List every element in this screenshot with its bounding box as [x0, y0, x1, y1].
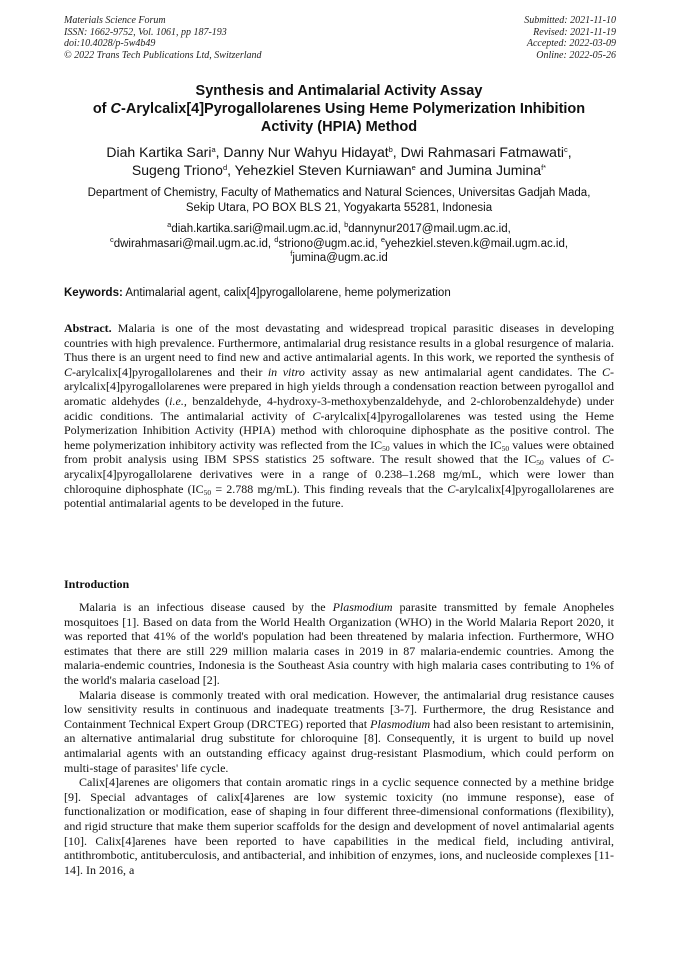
abstract-text: = 2.788 mg/mL). This finding reveals that the — [211, 481, 448, 496]
keywords — [64, 286, 616, 301]
journal-copyright: © 2022 Trans Tech Publications Ltd, Switzerland — [64, 49, 262, 61]
abstract-italic: i.e., — [169, 393, 187, 408]
abstract-text: values of — [543, 452, 602, 467]
email-mark: a — [167, 220, 172, 229]
affiliation — [40, 186, 638, 216]
author-mark: c — [563, 145, 568, 154]
abstract-text: values were obtained from probit analysis using IBM SPSS statistics 25 software. The result showed that the IC — [64, 437, 614, 467]
date-accepted: Accepted: 2022-03-09 — [526, 38, 616, 49]
intro-paragraph-3: Calix[4]arenes are oligomers that contain aromatic rings in a cyclic sequence connected by a methine bridge [9]. Special advantages of calix[4]arenes are low systemic toxicity (no immune response), ease of functionalization or modification, ease of shaping in four different three-dimensional conformations (flexibility), and rigid structure that make them superior scaffolds for the design and development of novel antimalarial agents [10]. Calix[4]arenes have been reported to have capabilities in the medical field, including antiviral, antithrombotic, antituberculosis, and antibacterial, and inhibition of enzymes, ions, and nucleoside complexes [11-14]. In 2016, a — [64, 775, 614, 877]
abstract-text: -arylcalix[4]pyrogallolarenes are potential antimalarial agents to be developed in the future. — [64, 481, 614, 511]
intro-text: Malaria disease is commonly treated with oral medication. However, the antimalarial drug resistance causes low sensitivity results in continuous and inadequate treatments [3-7]. Furthermore, the drug Resistance and Containment Technical Expert Group (DRCTEG) reported that — [64, 687, 614, 731]
author-mark: a — [211, 145, 216, 154]
journal-name: Materials Science Forum — [64, 15, 166, 26]
author-name: Dwi Rahmasari Fatmawati — [400, 144, 564, 160]
abstract-italic: C — [447, 481, 456, 496]
intro-text: Malaria is an infectious disease caused by the — [79, 600, 333, 614]
abstract-text: -arylcalix[4]pyrogallolarenes were prepared in high yields through a condensation reaction between pyrogallol and aromatic aldehydes ( — [64, 364, 614, 408]
section-heading-introduction: Introduction — [64, 577, 130, 591]
abstract-text: benzaldehyde, 4-hydroxy-3-methoxybenzaldehyde, and 2-chlorobenzaldehyde) under acidic conditions. The antimalarial activity of — [64, 393, 614, 423]
title-line-2 — [40, 100, 638, 118]
abstract-text: -arylcalix[4]pyrogallolarenes was tested using the Heme Polymerization Inhibition Activity (HPIA) method with chloroquine diphosphate as the positive control. The heme polymerization inhibitory activity was reflected from the IC — [64, 408, 614, 452]
abstract-italic: C — [64, 364, 73, 379]
author-name: Danny Nur Wahyu Hidayat — [223, 144, 389, 160]
author-sep: , — [215, 144, 224, 160]
author-mark: e — [411, 163, 416, 172]
email-link[interactable]: dwirahmasari@mail.ugm.ac.id — [113, 237, 268, 250]
email-link[interactable]: yehezkiel.steven.k@mail.ugm.ac.id — [385, 237, 565, 250]
subscript: 50 — [203, 487, 212, 497]
intro-paragraph-1 — [64, 600, 614, 688]
abstract-text: -arylcalix[4]pyrogallolarenes and their — [72, 364, 268, 379]
author-name: Sugeng Triono — [131, 162, 223, 178]
intro-paragraph-2 — [64, 688, 614, 776]
title-line-1: Synthesis and Antimalarial Activity Assay — [195, 83, 483, 99]
intro-text: had also been resistant to artemisinin, an alternative antimalarial drug substitute for chloroquine [8]. Consequently, it is urgent to build up novel antimalarial agents with an outstanding efficacy against drug-resistant Plasmodium, which could perform on multi-stage of parasites' life cycle. — [64, 716, 614, 775]
date-revised: Revised: 2021-11-19 — [533, 26, 616, 38]
author-mark: b — [388, 145, 393, 154]
journal-issn: ISSN: 1662-9752, Vol. 1061, pp 187-193 — [64, 26, 227, 38]
subscript: 50 — [501, 443, 510, 453]
date-submitted: Submitted: 2021-11-10 — [524, 15, 616, 26]
paper-title — [40, 82, 638, 136]
title-text: -Arylcalix[4]Pyrogallolarenes Using Heme Polymerization Inhibition — [121, 101, 586, 117]
author-list — [40, 143, 638, 179]
date-online: Online: 2022-05-26 — [536, 49, 616, 61]
abstract-text: activity assay as new antimalarial agent candidates. The — [304, 364, 602, 379]
keywords-text: Antimalarial agent, calix[4]pyrogallolarene, heme polymerization — [122, 287, 451, 299]
email-mark: e — [380, 234, 386, 244]
affiliation-line-2: Sekip Utara, PO BOX BLS 21, Yogyakarta 55281, Indonesia — [185, 202, 493, 214]
abstract — [64, 321, 614, 511]
abstract-italic: C — [312, 408, 321, 423]
email-mark: d — [274, 234, 279, 244]
abstract-text: Malaria is one of the most devastating and widespread tropical parasitic diseases in developing countries with high prevalence. Furthermore, antimalarial drug resistance results in a global resurgence of malaria. Thus there is an urgent need to find new and active antimalarial agents. In this work, we reported the synthesis of — [64, 321, 614, 365]
email-link[interactable]: jumina@ugm.ac.id — [292, 252, 388, 264]
journal-doi: doi:10.4028/p-5w4b49 — [64, 38, 156, 49]
title-text: of — [92, 101, 111, 117]
abstract-italic: C — [601, 452, 610, 467]
author-sep: and — [415, 162, 447, 178]
email-link[interactable]: dannynur2017@mail.ugm.ac.id — [348, 223, 508, 235]
abstract-italic: in vitro — [267, 364, 305, 379]
author-mark: f* — [541, 163, 547, 172]
abstract-paragraph — [64, 321, 614, 511]
author-sep: , — [567, 144, 572, 160]
abstract-text: values in which the IC — [389, 437, 502, 452]
keywords-label: Keywords: — [64, 287, 123, 299]
journal-header-left — [64, 15, 262, 61]
journal-header-right — [524, 15, 616, 61]
author-sep: , — [227, 162, 235, 178]
author-sep: , — [392, 144, 401, 160]
author-mark: d — [222, 163, 228, 172]
affiliation-line-1: Department of Chemistry, Faculty of Mathematics and Natural Sciences, Universitas Gadjah Mada, — [87, 187, 591, 199]
email-mark: f — [290, 249, 293, 258]
intro-text: parasite transmitted by female Anopheles mosquitoes [1]. Based on data from the World Health Organization (WHO) in the World Malaria Report 2020, it was reported that 41% of the world's population had been threatened by malaria infection. Furthermore, WHO estimates that there are still 229 million malaria cases in 2019 in 87 malaria-endemic countries. Among the malaria-endemic countries, Indonesia is the Southeast Asia country with high malaria cases contributing to 1% of the world's malaria caseload [2]. — [64, 600, 614, 687]
subscript: 50 — [536, 458, 544, 468]
intro-italic: Plasmodium — [370, 716, 431, 731]
abstract-italic: C — [601, 364, 610, 379]
email-mark: c — [109, 234, 114, 244]
author-name: Yehezkiel Steven Kurniawan — [234, 162, 412, 178]
email-link[interactable]: diah.kartika.sari@mail.ugm.ac.id — [171, 223, 338, 235]
intro-italic: Plasmodium — [332, 600, 393, 614]
title-line-3: Activity (HPIA) Method — [260, 119, 418, 135]
email-mark: b — [344, 220, 349, 229]
email-link[interactable]: striono@ugm.ac.id — [278, 237, 375, 250]
author-name: Diah Kartika Sari — [106, 144, 212, 160]
abstract-text: -arycalix[4]pyrogallolarene derivatives were in a range of 0.238–1.268 mg/mL, which were lower than chloroquine diphosphate (IC — [64, 452, 614, 496]
title-italic: C — [110, 101, 122, 117]
subscript: 50 — [382, 443, 390, 453]
introduction-body — [64, 600, 614, 877]
author-emails: $^a$diah.kartika.sari@mail.ugm.ac.id, $^b$dannynur2017@mail.ugm.ac.id, $^c$dwirahmasari@mail.ugm.ac.id, $^d$striono@ugm.ac.id, $^e$yehezkiel.steven.k@mail.ugm.ac.id, $^f$jumina@ugm.ac.id — [109, 220, 569, 264]
author-name: Jumina Jumina — [446, 162, 542, 178]
abstract-label: Abstract. — [64, 321, 112, 335]
